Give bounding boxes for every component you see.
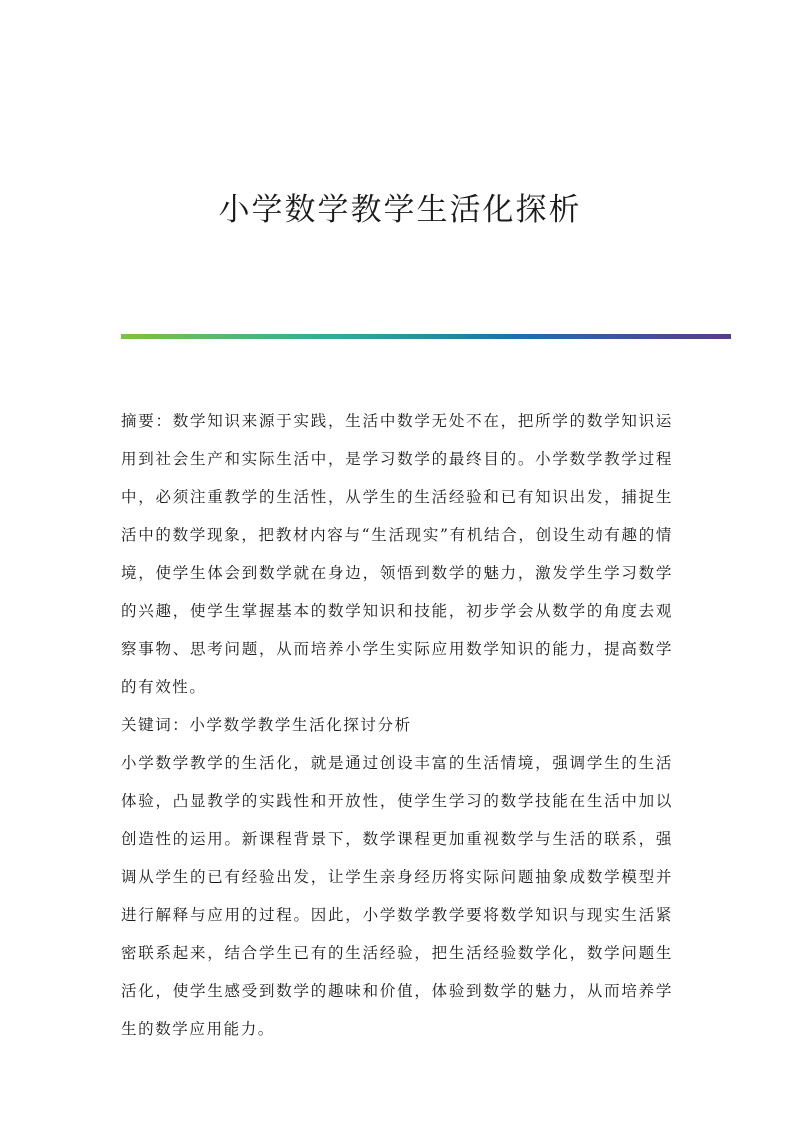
body-paragraph: 小学数学教学的生活化，就是通过创设丰富的生活情境，强调学生的生活体验，凸显教学的实践性和开放性，使学生学习的数学技能在生活中加以创造性的运用。新课程背景下，数学课程更加重视数学与生活的联系，强调从学生的已有经验出发，让学生亲身经历将实际问题抽象成数学模型并进行解释与应用的过程。因此，小学数学教学要将数学知识与现实生活紧密联系起来，结合学生已有的生活经验，把生活经验数学化，数学问题生活化，使学生感受到数学的趣味和价值，体验到数学的魅力，从而培养学生的数学应用能力。 [121,754,673,1038]
document-body [121,402,673,1048]
keywords-line: 关键词：小学数学教学生活化探讨分析 [121,716,412,734]
title-divider [121,334,731,339]
abstract-paragraph: 摘要：数学知识来源于实践，生活中数学无处不在，把所学的数学知识运用到社会生产和实际生活中，是学习数学的最终目的。小学数学教学过程中，必须注重教学的生活性，从学生的生活经验和已有知识出发，捕捉生活中的数学现象，把教材内容与“生活现实”有机结合，创设生动有趣的情境，使学生体会到数学就在身边，领悟到数学的魅力，激发学生学习数学的兴趣，使学生掌握基本的数学知识和技能，初步学会从数学的角度去观察事物、思考问题，从而培养小学生实际应用数学知识的能力，提高数学的有效性。 [121,412,673,696]
document-title: 小学数学教学生活化探析 [218,192,582,228]
